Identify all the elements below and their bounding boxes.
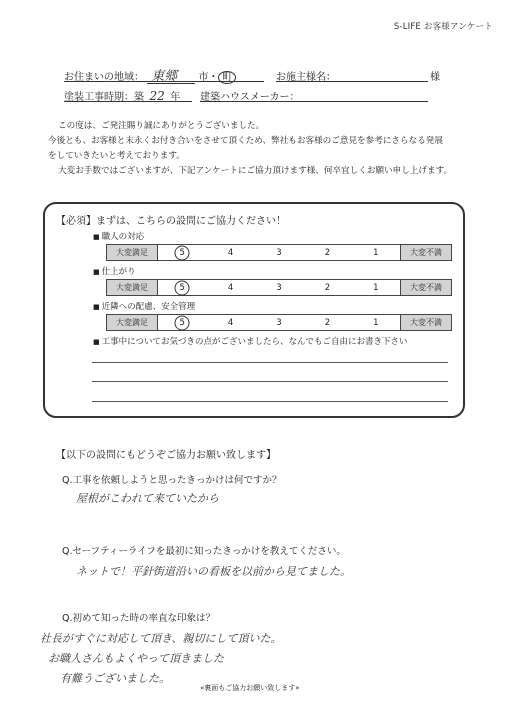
intro-line-2: 今後とも、お客様と末永くお付き合いをさせて頂くため、弊社もお客様のご意見を参考にさらなる発展 <box>48 136 443 146</box>
section-label-craftsman: ■ 職人の対応 <box>93 232 145 242</box>
footer-note: «裏面もご協力お願い致します» <box>200 684 300 692</box>
rating-row-finish <box>106 279 452 296</box>
rating-option-5[interactable]: 5 <box>158 245 206 260</box>
paint-years: 22 <box>149 89 165 103</box>
rating-option-4[interactable]: 4 <box>227 282 234 293</box>
rating-row-craftsman <box>106 244 452 261</box>
rating-option-5[interactable]: 5 <box>158 315 206 330</box>
answer-3-line-2: お職人さんもよくやって頂きました <box>48 652 224 665</box>
answer-2: ネットで！平針街道沿いの看板を以前から見てました。 <box>76 565 351 578</box>
intro-paragraph <box>48 119 452 179</box>
section-label-neighbors: ■ 近隣への配慮、安全管理 <box>93 302 196 312</box>
scale-right-label: 大変不満 <box>400 245 451 260</box>
scale-left-label: 大変満足 <box>107 280 158 295</box>
intro-line-4: 大変お手数ではございますが、下記アンケートにご協力頂けます様、何卒宜しくお願い申し上げます。 <box>58 166 453 176</box>
rating-option-4[interactable]: 4 <box>227 247 234 258</box>
comment-label: ■ 工事中についてお気づきの点がございましたら、なんでもご自由にお書き下さい <box>93 337 408 347</box>
city-label: 市・ <box>198 72 219 83</box>
area-label: お住まいの地域： <box>64 72 144 83</box>
bullet-square-icon: ■ <box>93 233 100 241</box>
comment-line-2[interactable] <box>92 381 448 382</box>
rating-option-3[interactable]: 3 <box>276 247 282 258</box>
answer-3-line-3: 有難うございました。 <box>60 672 170 685</box>
honorific: 様 <box>430 72 440 83</box>
rating-option-2[interactable]: 2 <box>324 247 331 258</box>
answer-1: 屋根がこわれて来ていたから <box>76 492 219 505</box>
scale-right-label: 大変不満 <box>400 280 451 295</box>
bullet-square-icon: ■ <box>93 338 100 346</box>
comment-line-1[interactable] <box>92 362 448 363</box>
question-1: Q.工事を依頼しようと思ったきっかけは何ですか？ <box>62 475 282 486</box>
rating-option-2[interactable]: 2 <box>324 317 331 328</box>
section-label-finish: ■ 仕上がり <box>93 267 136 277</box>
optional-title: 【以下の設問にもどうぞご協力お願い致します】 <box>56 450 276 461</box>
survey-brand: S-LIFE お客様アンケート <box>393 22 493 32</box>
rating-option-1[interactable]: 1 <box>373 282 379 293</box>
rating-option-4[interactable]: 4 <box>227 317 234 328</box>
bullet-square-icon: ■ <box>93 268 100 276</box>
answer-3-line-1: 社長がすぐに対応して頂き、親切にして頂いた。 <box>40 632 282 645</box>
paint-underline <box>64 101 192 102</box>
owner-field[interactable] <box>276 81 428 82</box>
area-value: 東郷 <box>151 69 178 84</box>
owner-label: お施主様名： <box>276 72 336 83</box>
maker-label: 建築ハウスメーカー： <box>200 92 300 103</box>
scale-right-label: 大変不満 <box>400 315 451 330</box>
intro-line-1: この度は、ご発注賜り誠にありがとうございました。 <box>58 121 265 131</box>
rating-option-1[interactable]: 1 <box>373 317 379 328</box>
rating-option-3[interactable]: 3 <box>276 317 282 328</box>
scale-left-label: 大変満足 <box>107 315 158 330</box>
required-title: 【必須】まずは、こちらの設問にご協力ください！ <box>56 216 286 227</box>
year-suffix: 年 <box>170 92 181 103</box>
question-3: Q.初めて知った時の率直な印象は？ <box>62 613 215 624</box>
maker-field[interactable] <box>200 101 428 102</box>
area-field[interactable] <box>147 69 195 84</box>
rating-option-2[interactable]: 2 <box>324 282 331 293</box>
bullet-square-icon: ■ <box>93 303 100 311</box>
rating-option-5[interactable]: 5 <box>158 280 206 295</box>
comment-line-3[interactable] <box>92 401 448 402</box>
paint-time-label: 塗装工事時期：築 <box>64 92 144 103</box>
rating-option-1[interactable]: 1 <box>373 247 379 258</box>
intro-line-3: をしていきたいと考えております。 <box>48 151 185 161</box>
rating-row-neighbors <box>106 314 452 331</box>
area-underline <box>64 81 264 82</box>
scale-left-label: 大変満足 <box>107 245 158 260</box>
rating-option-3[interactable]: 3 <box>276 282 282 293</box>
town-label-circled: 町 <box>218 71 236 84</box>
question-2: Q.セーフティーライフを最初に知ったきっかけを教えてください。 <box>62 546 346 557</box>
